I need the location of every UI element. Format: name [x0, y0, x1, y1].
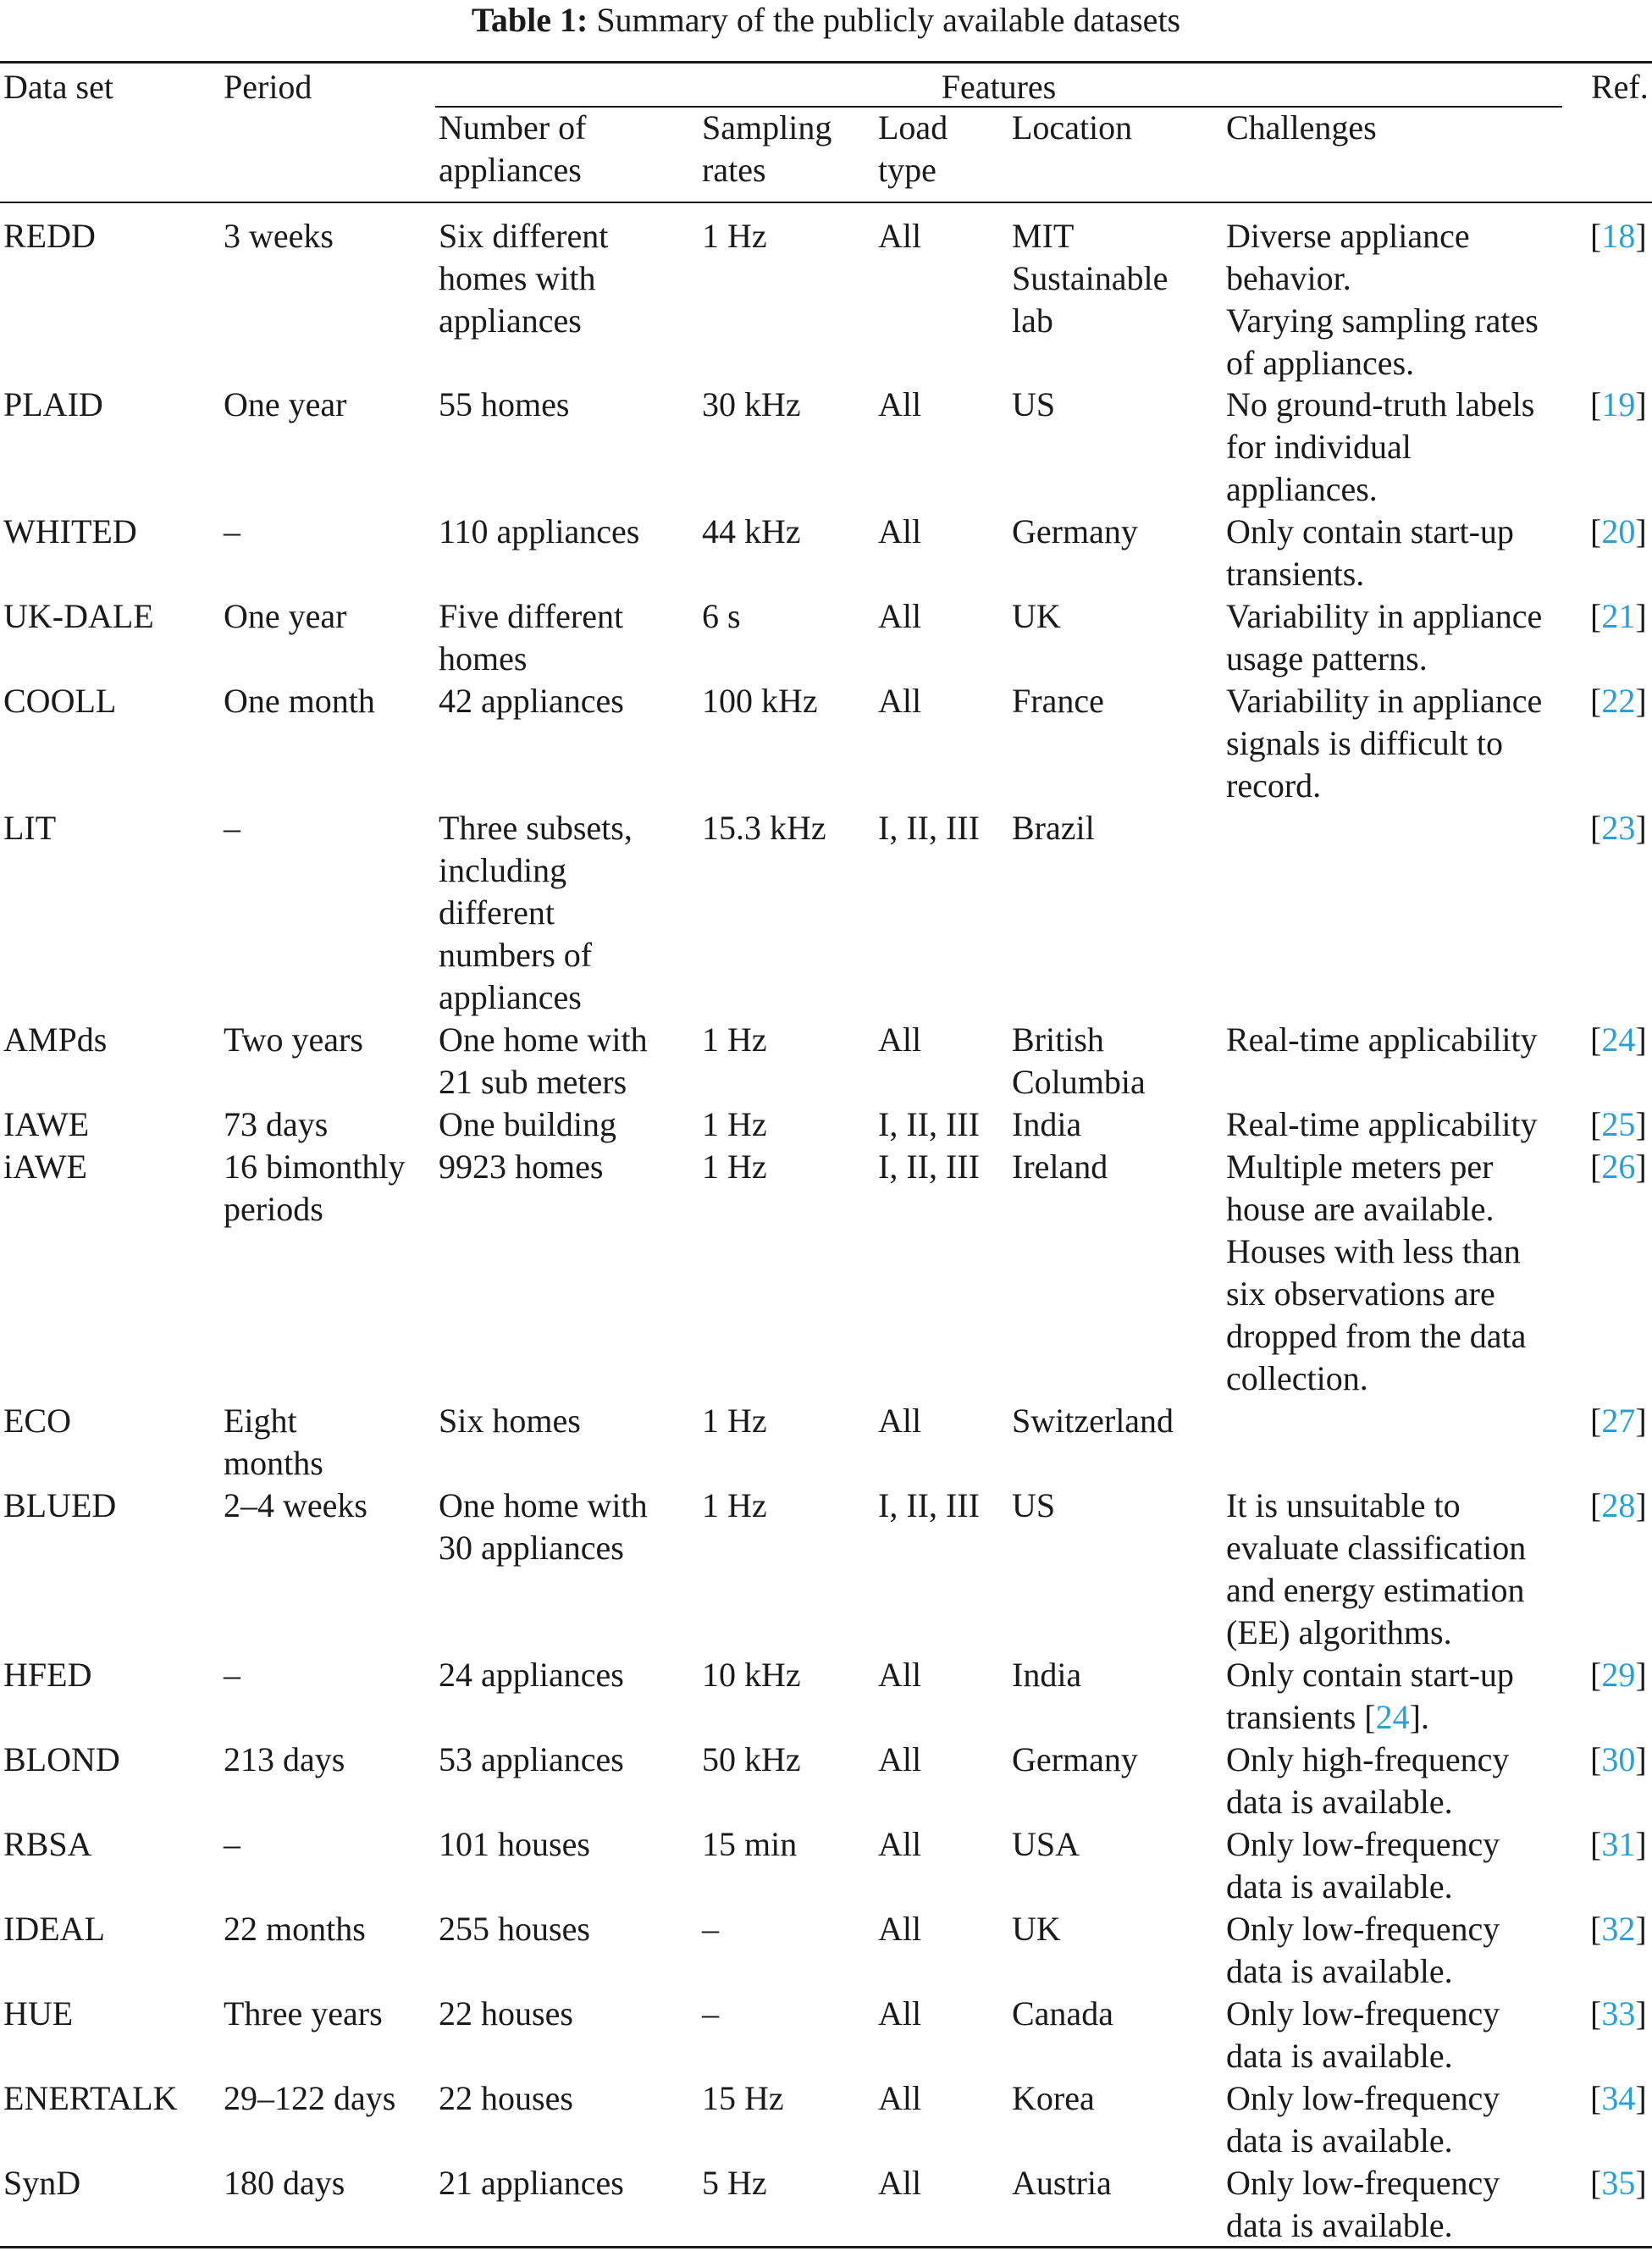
- reference-link[interactable]: 21: [1601, 597, 1636, 635]
- cell-dataset: COOLL: [3, 682, 117, 720]
- cell-location: US: [1012, 1486, 1056, 1524]
- cell-challenges: Only high-frequency data is available.: [1226, 1740, 1510, 1821]
- cell-load: I, II, III: [878, 1148, 980, 1186]
- cell-dataset: HFED: [3, 1656, 92, 1694]
- cell-location: France: [1012, 682, 1104, 720]
- cell-dataset: ECO: [3, 1402, 71, 1440]
- cell-ref: [34]: [1590, 2079, 1647, 2117]
- cell-location: MIT Sustainable lab: [1012, 217, 1169, 340]
- cell-challenges: Variability in appliance signals is difficult to record.: [1226, 682, 1543, 805]
- header-rule: [0, 202, 1652, 203]
- cell-location: Ireland: [1012, 1148, 1108, 1186]
- cell-ref: [28]: [1590, 1486, 1647, 1524]
- cell-challenges: Only low-frequency data is available.: [1226, 2079, 1500, 2160]
- cell-sampling: 30 kHz: [702, 385, 801, 423]
- cell-load: All: [878, 1656, 922, 1694]
- cell-ref: [25]: [1590, 1105, 1647, 1143]
- cell-load: All: [878, 1020, 922, 1059]
- cell-challenges: Only low-frequency data is available.: [1226, 1994, 1500, 2075]
- cell-dataset: RBSA: [3, 1825, 92, 1863]
- cell-sampling: 1 Hz: [702, 217, 767, 255]
- cell-load: All: [878, 512, 922, 550]
- cell-location: Canada: [1012, 1994, 1113, 2033]
- cell-period: 2–4 weeks: [224, 1486, 367, 1524]
- cell-dataset: UK-DALE: [3, 597, 154, 635]
- cell-challenges: It is unsuitable to evaluate classification and energy estimation (EE) algorithms.: [1226, 1486, 1527, 1651]
- cell-sampling: 1 Hz: [702, 1486, 767, 1524]
- cell-load: All: [878, 385, 922, 423]
- cell-appliances: 21 appliances: [439, 2164, 624, 2202]
- cell-ref: [22]: [1590, 682, 1647, 720]
- reference-link[interactable]: 20: [1601, 512, 1636, 550]
- header-dataset: Data set: [3, 68, 113, 106]
- cell-ref: [31]: [1590, 1825, 1647, 1863]
- cell-period: 29–122 days: [224, 2079, 396, 2117]
- cell-ref: [24]: [1590, 1020, 1647, 1059]
- cell-challenges: Only low-frequency data is available.: [1226, 2164, 1500, 2244]
- cell-period: –: [224, 512, 240, 550]
- cell-sampling: –: [702, 1910, 719, 1948]
- cell-location: USA: [1012, 1825, 1080, 1863]
- cell-appliances: Five different homes: [439, 597, 624, 678]
- reference-link[interactable]: 35: [1601, 2164, 1636, 2202]
- cell-load: I, II, III: [878, 809, 980, 847]
- cell-sampling: 6 s: [702, 597, 741, 635]
- cell-period: Two years: [224, 1020, 363, 1059]
- cell-period: –: [224, 1825, 240, 1863]
- cell-appliances: 255 houses: [439, 1910, 590, 1948]
- cell-sampling: 44 kHz: [702, 512, 801, 550]
- cell-ref: [19]: [1590, 385, 1647, 423]
- cell-load: All: [878, 597, 922, 635]
- bottom-rule: [0, 2246, 1652, 2248]
- cell-location: India: [1012, 1656, 1082, 1694]
- cell-sampling: 1 Hz: [702, 1105, 767, 1143]
- reference-link[interactable]: 25: [1601, 1105, 1636, 1143]
- header-appliances: Number of appliances: [439, 108, 587, 189]
- cell-ref: [35]: [1590, 2164, 1647, 2202]
- cell-load: All: [878, 682, 922, 720]
- cell-challenges: Only contain start-up transients.: [1226, 512, 1514, 593]
- cell-challenges: Real-time applicability: [1226, 1105, 1538, 1143]
- cell-ref: [21]: [1590, 597, 1647, 635]
- reference-link[interactable]: 22: [1601, 682, 1636, 720]
- cell-appliances: 101 houses: [439, 1825, 590, 1863]
- cell-load: I, II, III: [878, 1105, 980, 1143]
- cell-ref: [23]: [1590, 809, 1647, 847]
- reference-link[interactable]: 32: [1601, 1910, 1636, 1948]
- cell-challenges: Real-time applicability: [1226, 1020, 1538, 1059]
- cell-dataset: iAWE: [3, 1148, 87, 1186]
- cell-ref: [27]: [1590, 1402, 1647, 1440]
- inline-reference-link[interactable]: 24: [1375, 1698, 1410, 1736]
- cell-period: –: [224, 809, 240, 847]
- reference-link[interactable]: 29: [1601, 1656, 1636, 1694]
- cell-location: UK: [1012, 1910, 1061, 1948]
- cell-sampling: 100 kHz: [702, 682, 818, 720]
- cell-ref: [20]: [1590, 512, 1647, 550]
- caption-label: Table 1:: [471, 1, 588, 39]
- cell-period: –: [224, 1656, 240, 1694]
- cell-challenges: Multiple meters per house are available. Houses with less than six observations are dropped from the data collection.: [1226, 1148, 1527, 1397]
- cell-sampling: 15 Hz: [702, 2079, 784, 2117]
- cell-period: One year: [224, 597, 347, 635]
- cell-load: All: [878, 217, 922, 255]
- cell-appliances: 42 appliances: [439, 682, 624, 720]
- cell-appliances: 55 homes: [439, 385, 570, 423]
- cell-appliances: Six different homes with appliances: [439, 217, 609, 340]
- cell-period: 3 weeks: [224, 217, 334, 255]
- cell-sampling: 1 Hz: [702, 1148, 767, 1186]
- cell-dataset: BLUED: [3, 1486, 117, 1524]
- cell-load: All: [878, 1994, 922, 2033]
- cell-sampling: 15.3 kHz: [702, 809, 826, 847]
- cell-dataset: LIT: [3, 809, 57, 847]
- cell-sampling: 5 Hz: [702, 2164, 767, 2202]
- cell-location: Switzerland: [1012, 1402, 1174, 1440]
- cell-load: All: [878, 2079, 922, 2117]
- cell-period: 22 months: [224, 1910, 366, 1948]
- cell-challenges: Only low-frequency data is available.: [1226, 1825, 1500, 1905]
- reference-link[interactable]: 28: [1601, 1486, 1636, 1524]
- cell-dataset: SynD: [3, 2164, 81, 2202]
- reference-link[interactable]: 34: [1601, 2079, 1636, 2117]
- cell-location: Brazil: [1012, 809, 1095, 847]
- cell-period: Three years: [224, 1994, 383, 2033]
- cell-period: 180 days: [224, 2164, 345, 2202]
- cell-load: All: [878, 1402, 922, 1440]
- cell-load: All: [878, 2164, 922, 2202]
- cell-sampling: 50 kHz: [702, 1740, 801, 1778]
- cell-period: 213 days: [224, 1740, 345, 1778]
- reference-link[interactable]: 27: [1601, 1402, 1636, 1440]
- cell-dataset: ENERTALK: [3, 2079, 178, 2117]
- header-load: Load type: [878, 108, 948, 189]
- cell-challenges: No ground-truth labels for individual appliances.: [1226, 385, 1535, 508]
- features-rule: [435, 106, 1562, 108]
- reference-link[interactable]: 24: [1601, 1020, 1636, 1059]
- cell-challenges: Variability in appliance usage patterns.: [1226, 597, 1543, 678]
- header-location: Location: [1012, 108, 1133, 147]
- reference-link[interactable]: 30: [1601, 1740, 1636, 1778]
- cell-dataset: AMPds: [3, 1020, 108, 1059]
- cell-location: US: [1012, 385, 1056, 423]
- header-period: Period: [224, 68, 312, 106]
- cell-sampling: 1 Hz: [702, 1402, 767, 1440]
- cell-ref: [18]: [1590, 217, 1647, 255]
- cell-location: British Columbia: [1012, 1020, 1146, 1101]
- cell-location: UK: [1012, 597, 1061, 635]
- cell-sampling: 1 Hz: [702, 1020, 767, 1059]
- reference-link[interactable]: 23: [1601, 809, 1636, 847]
- cell-dataset: IDEAL: [3, 1910, 105, 1948]
- cell-sampling: 15 min: [702, 1825, 798, 1863]
- cell-dataset: REDD: [3, 217, 96, 255]
- cell-ref: [26]: [1590, 1148, 1647, 1186]
- cell-challenges: Only contain start-up transients [24].: [1226, 1656, 1514, 1736]
- cell-appliances: 110 appliances: [439, 512, 640, 550]
- table-caption: [0, 2, 1652, 39]
- header-challenges: Challenges: [1226, 108, 1377, 147]
- caption-text: Summary of the publicly available datasets: [596, 1, 1181, 39]
- cell-period: One year: [224, 385, 347, 423]
- cell-dataset: WHITED: [3, 512, 137, 550]
- reference-link[interactable]: 26: [1601, 1148, 1636, 1186]
- cell-load: All: [878, 1825, 922, 1863]
- cell-location: Germany: [1012, 1740, 1138, 1778]
- cell-ref: [33]: [1590, 1994, 1647, 2033]
- cell-appliances: One home with 30 appliances: [439, 1486, 648, 1567]
- cell-load: All: [878, 1910, 922, 1948]
- cell-location: India: [1012, 1105, 1082, 1143]
- cell-sampling: 10 kHz: [702, 1656, 801, 1694]
- cell-appliances: Six homes: [439, 1402, 581, 1440]
- cell-period: Eight months: [224, 1402, 323, 1482]
- cell-dataset: HUE: [3, 1994, 74, 2033]
- reference-link[interactable]: 33: [1601, 1994, 1636, 2033]
- cell-challenges: Only low-frequency data is available.: [1226, 1910, 1500, 1990]
- top-rule: [0, 61, 1652, 64]
- cell-appliances: 53 appliances: [439, 1740, 624, 1778]
- cell-appliances: 22 houses: [439, 1994, 573, 2033]
- cell-appliances: 9923 homes: [439, 1148, 604, 1186]
- cell-appliances: 22 houses: [439, 2079, 573, 2117]
- cell-appliances: 24 appliances: [439, 1656, 624, 1694]
- header-features: Features: [941, 68, 1057, 106]
- cell-dataset: PLAID: [3, 385, 103, 423]
- reference-link[interactable]: 31: [1601, 1825, 1636, 1863]
- reference-link[interactable]: 19: [1601, 385, 1636, 423]
- cell-location: Austria: [1012, 2164, 1112, 2202]
- cell-load: All: [878, 1740, 922, 1778]
- cell-challenges: Diverse appliance behavior. Varying sampling rates of appliances.: [1226, 217, 1539, 382]
- header-sampling: Sampling rates: [702, 108, 832, 189]
- cell-period: 16 bimonthly periods: [224, 1148, 406, 1228]
- cell-ref: [30]: [1590, 1740, 1647, 1778]
- cell-sampling: –: [702, 1994, 719, 2033]
- cell-ref: [29]: [1590, 1656, 1647, 1694]
- cell-period: 73 days: [224, 1105, 329, 1143]
- cell-appliances: One building: [439, 1105, 616, 1143]
- cell-ref: [32]: [1590, 1910, 1647, 1948]
- cell-location: Korea: [1012, 2079, 1095, 2117]
- reference-link[interactable]: 18: [1601, 217, 1636, 255]
- cell-location: Germany: [1012, 512, 1138, 550]
- cell-dataset: BLOND: [3, 1740, 120, 1778]
- cell-period: One month: [224, 682, 375, 720]
- cell-appliances: One home with 21 sub meters: [439, 1020, 648, 1101]
- cell-appliances: Three subsets, including different numbers of appliances: [439, 809, 633, 1016]
- cell-dataset: IAWE: [3, 1105, 90, 1143]
- cell-load: I, II, III: [878, 1486, 980, 1524]
- header-ref: Ref.: [1591, 68, 1649, 106]
